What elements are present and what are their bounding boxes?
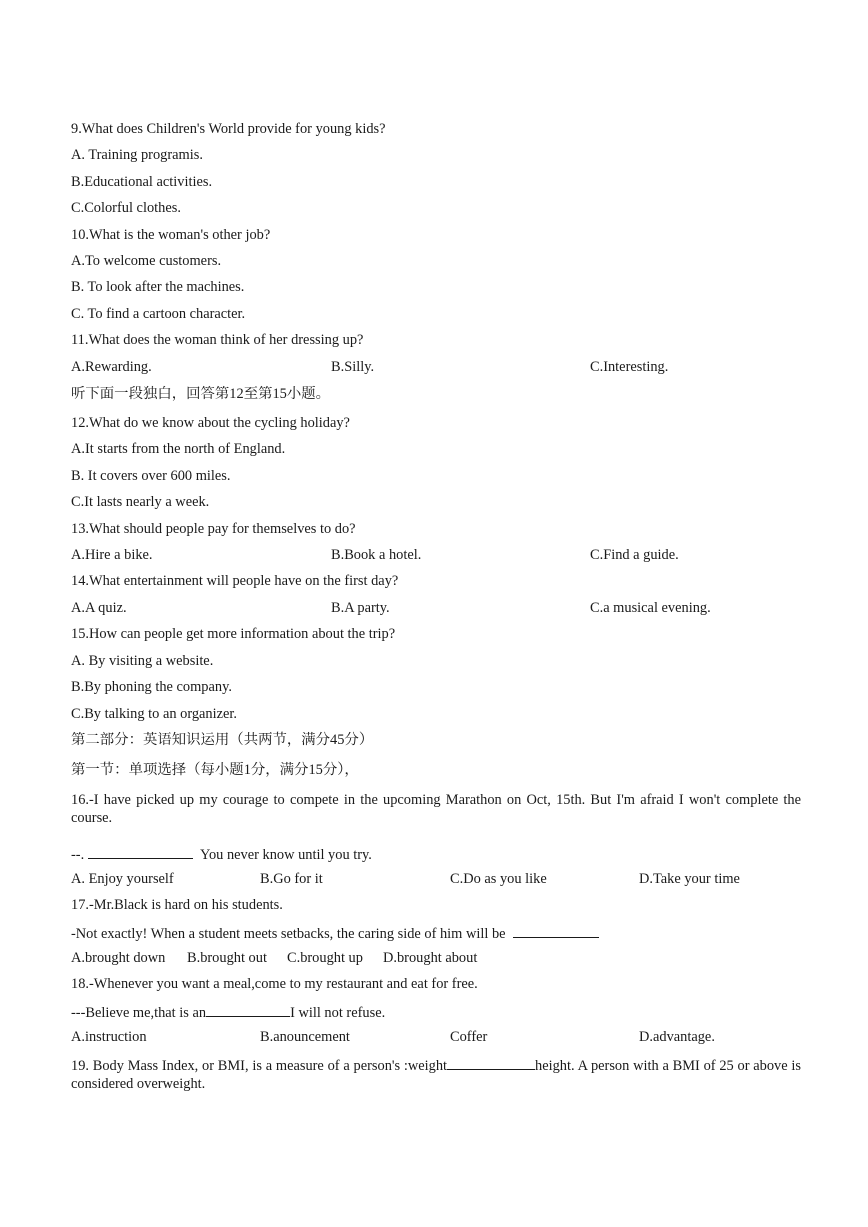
q17-answer-blank: [513, 923, 599, 938]
q19-suffix: height. A person with a BMI of 25 or above is considered overweight.: [71, 1058, 802, 1092]
q17-line2-text: -Not exactly! When a student meets setbacks, the caring side of him will be: [71, 926, 506, 942]
q10-option-c: C. To find a cartoon character.: [71, 306, 246, 322]
q11-option-c: C.Interesting.: [590, 359, 669, 375]
q19-prefix: 19. Body Mass Index, or BMI, is a measure of a person's :weight: [71, 1058, 448, 1074]
q13-stem: 13.What should people pay for themselves to do?: [71, 521, 356, 537]
q19-stem: [71, 1055, 801, 1093]
q13-option-b: B.Book a hotel.: [331, 547, 422, 563]
q13-option-c: C.Find a guide.: [590, 547, 679, 563]
section-monologue-instruction: 听下面一段独白，回答第12至第15小题。: [71, 386, 331, 402]
q16-reply-suffix: You never know until you try.: [200, 847, 372, 863]
q16-option-d: D.Take your time: [639, 871, 740, 887]
q18-answer-blank: [206, 1002, 290, 1017]
q17-option-d: D.brought about: [383, 950, 478, 966]
q11-stem: 11.What does the woman think of her dressing up?: [71, 332, 364, 348]
q18-line2-suffix: I will not refuse.: [290, 1005, 386, 1021]
q17-option-a: A.brought down: [71, 950, 166, 966]
q17-option-b: B.brought out: [187, 950, 267, 966]
q15-option-c: C.By talking to an organizer.: [71, 706, 237, 722]
q14-option-b: B.A party.: [331, 600, 390, 616]
q9-stem: 9.What does Children's World provide for young kids?: [71, 121, 386, 137]
q12-option-b: B. It covers over 600 miles.: [71, 468, 231, 484]
q11-option-a: A.Rewarding.: [71, 359, 152, 375]
q18-option-a: A.instruction: [71, 1029, 147, 1045]
q9-option-c: C.Colorful clothes.: [71, 200, 181, 216]
q10-stem: 10.What is the woman's other job?: [71, 227, 271, 243]
q18-option-b: B.anouncement: [260, 1029, 350, 1045]
q17-line1: 17.-Mr.Black is hard on his students.: [71, 897, 283, 913]
q14-option-c: C.a musical evening.: [590, 600, 711, 616]
q16-reply: [71, 844, 372, 864]
q12-option-c: C.It lasts nearly a week.: [71, 494, 210, 510]
q14-stem: 14.What entertainment will people have on the first day?: [71, 573, 399, 589]
q18-line2: [71, 1002, 385, 1022]
section1-heading: 第一节：单项选择（每小题1分，满分15分），: [71, 762, 359, 778]
q18-line1: 18.-Whenever you want a meal,come to my restaurant and eat for free.: [71, 976, 478, 992]
q16-answer-blank: [88, 844, 193, 859]
q9-option-b: B.Educational activities.: [71, 174, 213, 190]
q16-option-a: A. Enjoy yourself: [71, 871, 174, 887]
q10-option-a: A.To welcome customers.: [71, 253, 222, 269]
q18-option-d: D.advantage.: [639, 1029, 715, 1045]
q15-option-b: B.By phoning the company.: [71, 679, 232, 695]
q12-stem: 12.What do we know about the cycling holiday?: [71, 415, 350, 431]
q15-stem: 15.How can people get more information about the trip?: [71, 626, 396, 642]
q16-reply-prefix: --.: [71, 847, 85, 863]
q13-option-a: A.Hire a bike.: [71, 547, 153, 563]
q9-option-a: A. Training programis.: [71, 147, 203, 163]
q17-line2: [71, 923, 599, 943]
q16-option-c: C.Do as you like: [450, 871, 547, 887]
q14-option-a: A.A quiz.: [71, 600, 127, 616]
q18-line2-prefix: ---Believe me,that is an: [71, 1005, 207, 1021]
q16-option-b: B.Go for it: [260, 871, 323, 887]
q19-answer-blank: [447, 1055, 535, 1070]
q17-option-c: C.brought up: [287, 950, 363, 966]
q11-option-b: B.Silly.: [331, 359, 375, 375]
q10-option-b: B. To look after the machines.: [71, 279, 245, 295]
q15-option-a: A. By visiting a website.: [71, 653, 214, 669]
part2-heading: 第二部分：英语知识运用（共两节，满分45分）: [71, 732, 374, 748]
q16-stem: 16.-I have picked up my courage to compete in the upcoming Marathon on Oct, 15th. But I'm afraid I won't complete the course.: [71, 792, 801, 826]
q18-option-c: Coffer: [450, 1029, 488, 1045]
q12-option-a: A.It starts from the north of England.: [71, 441, 286, 457]
